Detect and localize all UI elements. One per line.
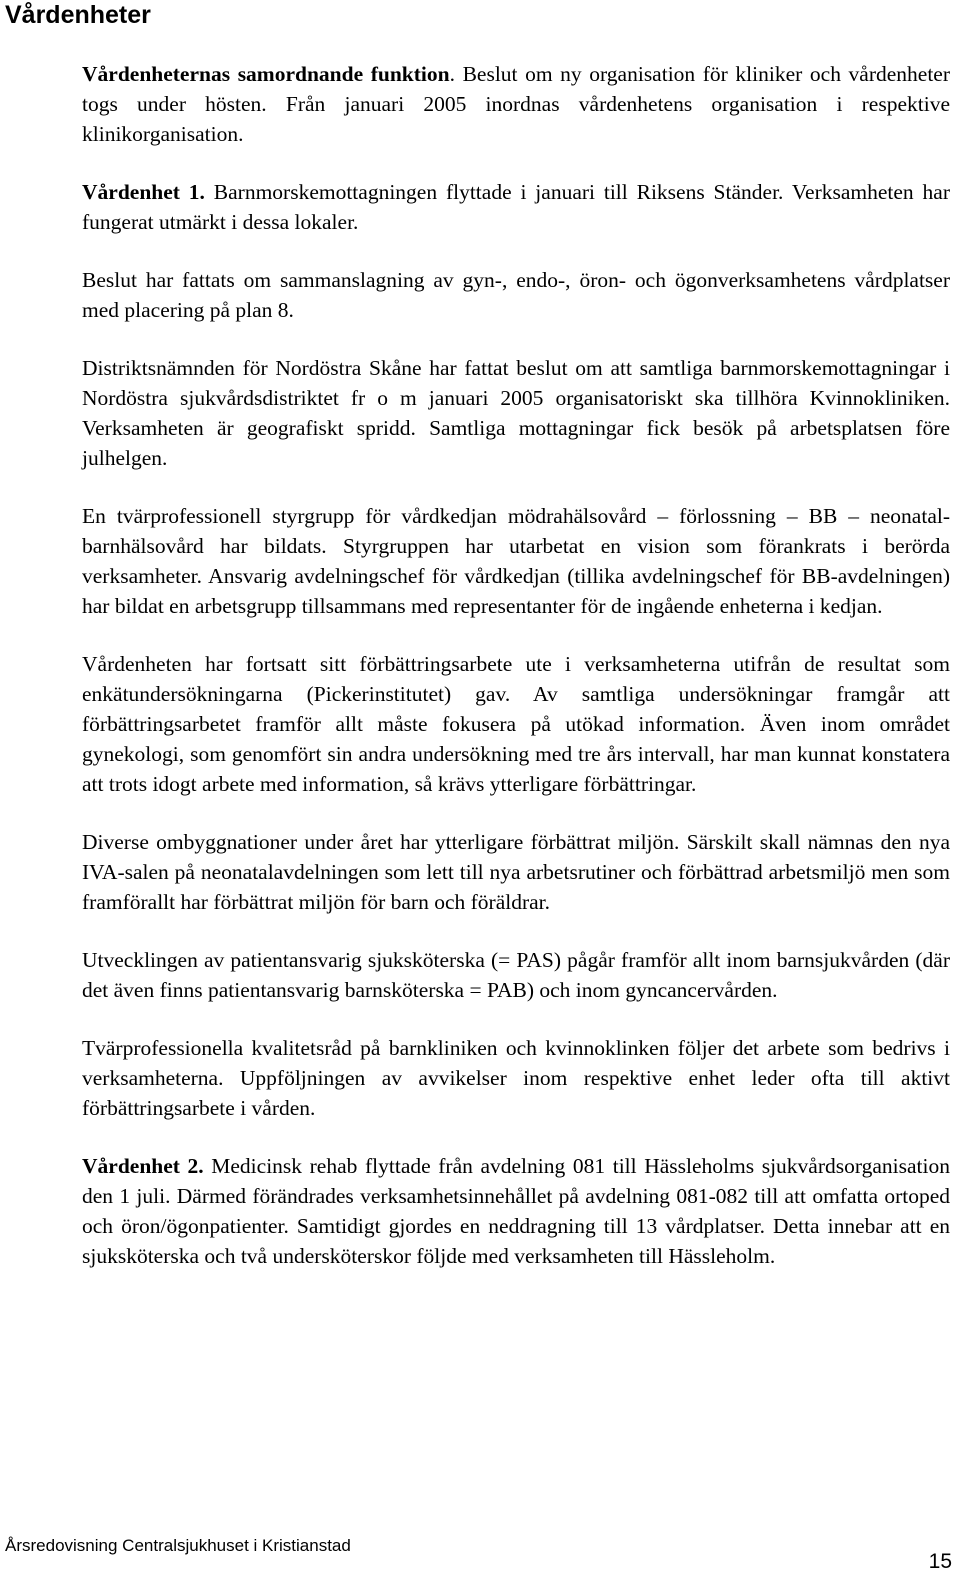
paragraph-lead: Vårdenhet 1. [82,180,205,204]
paragraph-pas [82,945,950,1005]
footer-title: Årsredovisning Centralsjukhuset i Kristianstad [5,1536,351,1555]
paragraph-text: . Beslut om ny organisation för kliniker och vårdenheter togs under hösten. Från januari 2005 inordnas vårdenhetens organisation i respektive klinikorganisation. [82,62,950,146]
page-number: 15 [928,1550,952,1573]
paragraph-sammanslagning [82,265,950,325]
paragraph-text: Barnmorskemottagningen flyttade i januari till Riksens Ständer. Verksamheten har fungerat utmärkt i dessa lokaler. [82,180,950,234]
paragraph-text: Beslut har fattats om sammanslagning av gyn-, endo-, öron- och ögonverksamhetens vårdplatser med placering på plan 8. [82,268,950,322]
paragraph-text: Distriktsnämnden för Nordöstra Skåne har fattat beslut om att samtliga barnmorskemottagningar i Nordöstra sjukvårdsdistriktet fr o m januari 2005 organisatoriskt ska tillhöra Kvinnokliniken. Verksamheten är geografiskt spridd. Samtliga mottagningar fick besök på arbetsplatsen före julhelgen. [82,356,950,470]
document-body [82,59,950,1299]
paragraph-distriktsnamnden [82,353,950,473]
paragraph-text: Diverse ombyggnationer under året har ytterligare förbättrat miljön. Särskilt skall nämnas den nya IVA-salen på neonatalavdelningen som lett till nya arbetsrutiner och förbättrad arbetsmiljö men som framförallt har förbättrat miljön för barn och föräldrar. [82,830,950,914]
paragraph-forbattringsarbete [82,649,950,799]
paragraph-samordnande [82,59,950,149]
paragraph-text: Utvecklingen av patientansvarig sjuksköterska (= PAS) pågår framför allt inom barnsjukvården (där det även finns patientansvarig barnsköterska = PAB) och inom gyncancervården. [82,948,950,1002]
paragraph-styrgrupp [82,501,950,621]
paragraph-text: Vårdenheten har fortsatt sitt förbättringsarbete ute i verksamheterna utifrån de resultat som enkätundersökningarna (Pickerinstitutet) gav. Av samtliga undersökningar framgår att förbättringsarbetet framför allt måste fokusera på utökad information. Även inom området gynekologi, som genomfört sin andra undersökning med tre års intervall, har man kunnat konstatera att trots idogt arbete med information, så krävs ytterligare förbättringar. [82,652,950,796]
paragraph-kvalitetsrad [82,1033,950,1123]
paragraph-text: Medicinsk rehab flyttade från avdelning 081 till Hässleholms sjukvårdsorganisation den 1 juli. Därmed förändrades verksamhetsinnehållet på avdelning 081-082 till att omfatta ortoped och öron/ögonpatienter. Samtidigt gjordes en neddragning till 13 vårdplatser. Detta innebar att en sjuksköterska och två undersköterskor följde med verksamheten till Hässleholm. [82,1154,951,1268]
paragraph-lead: Vårdenheternas samordnande funktion [82,62,450,86]
page-heading: Vårdenheter [5,1,151,29]
paragraph-ombyggnationer [82,827,950,917]
paragraph-vardenhet-2 [82,1151,950,1271]
paragraph-vardenhet-1 [82,177,950,237]
paragraph-lead: Vårdenhet 2. [82,1154,204,1178]
paragraph-text: Tvärprofessionella kvalitetsråd på barnkliniken och kvinnoklinken följer det arbete som bedrivs i verksamheterna. Uppföljningen av avvikelser inom respektive enhet leder ofta till aktivt förbättringsarbete i vården. [82,1036,950,1120]
paragraph-text: En tvärprofessionell styrgrupp för vårdkedjan mödrahälsovård – förlossning – BB – neonatal- barnhälsovård har bildats. Styrgruppen har utarbetat en vision som förankrats i berörda verksamheter. Ansvarig avdelningschef för vårdkedjan (tillika avdelningschef för BB-avdelningen) har bildat en arbetsgrupp tillsammans med representanter för de ingående enheterna i kedjan. [82,504,950,618]
